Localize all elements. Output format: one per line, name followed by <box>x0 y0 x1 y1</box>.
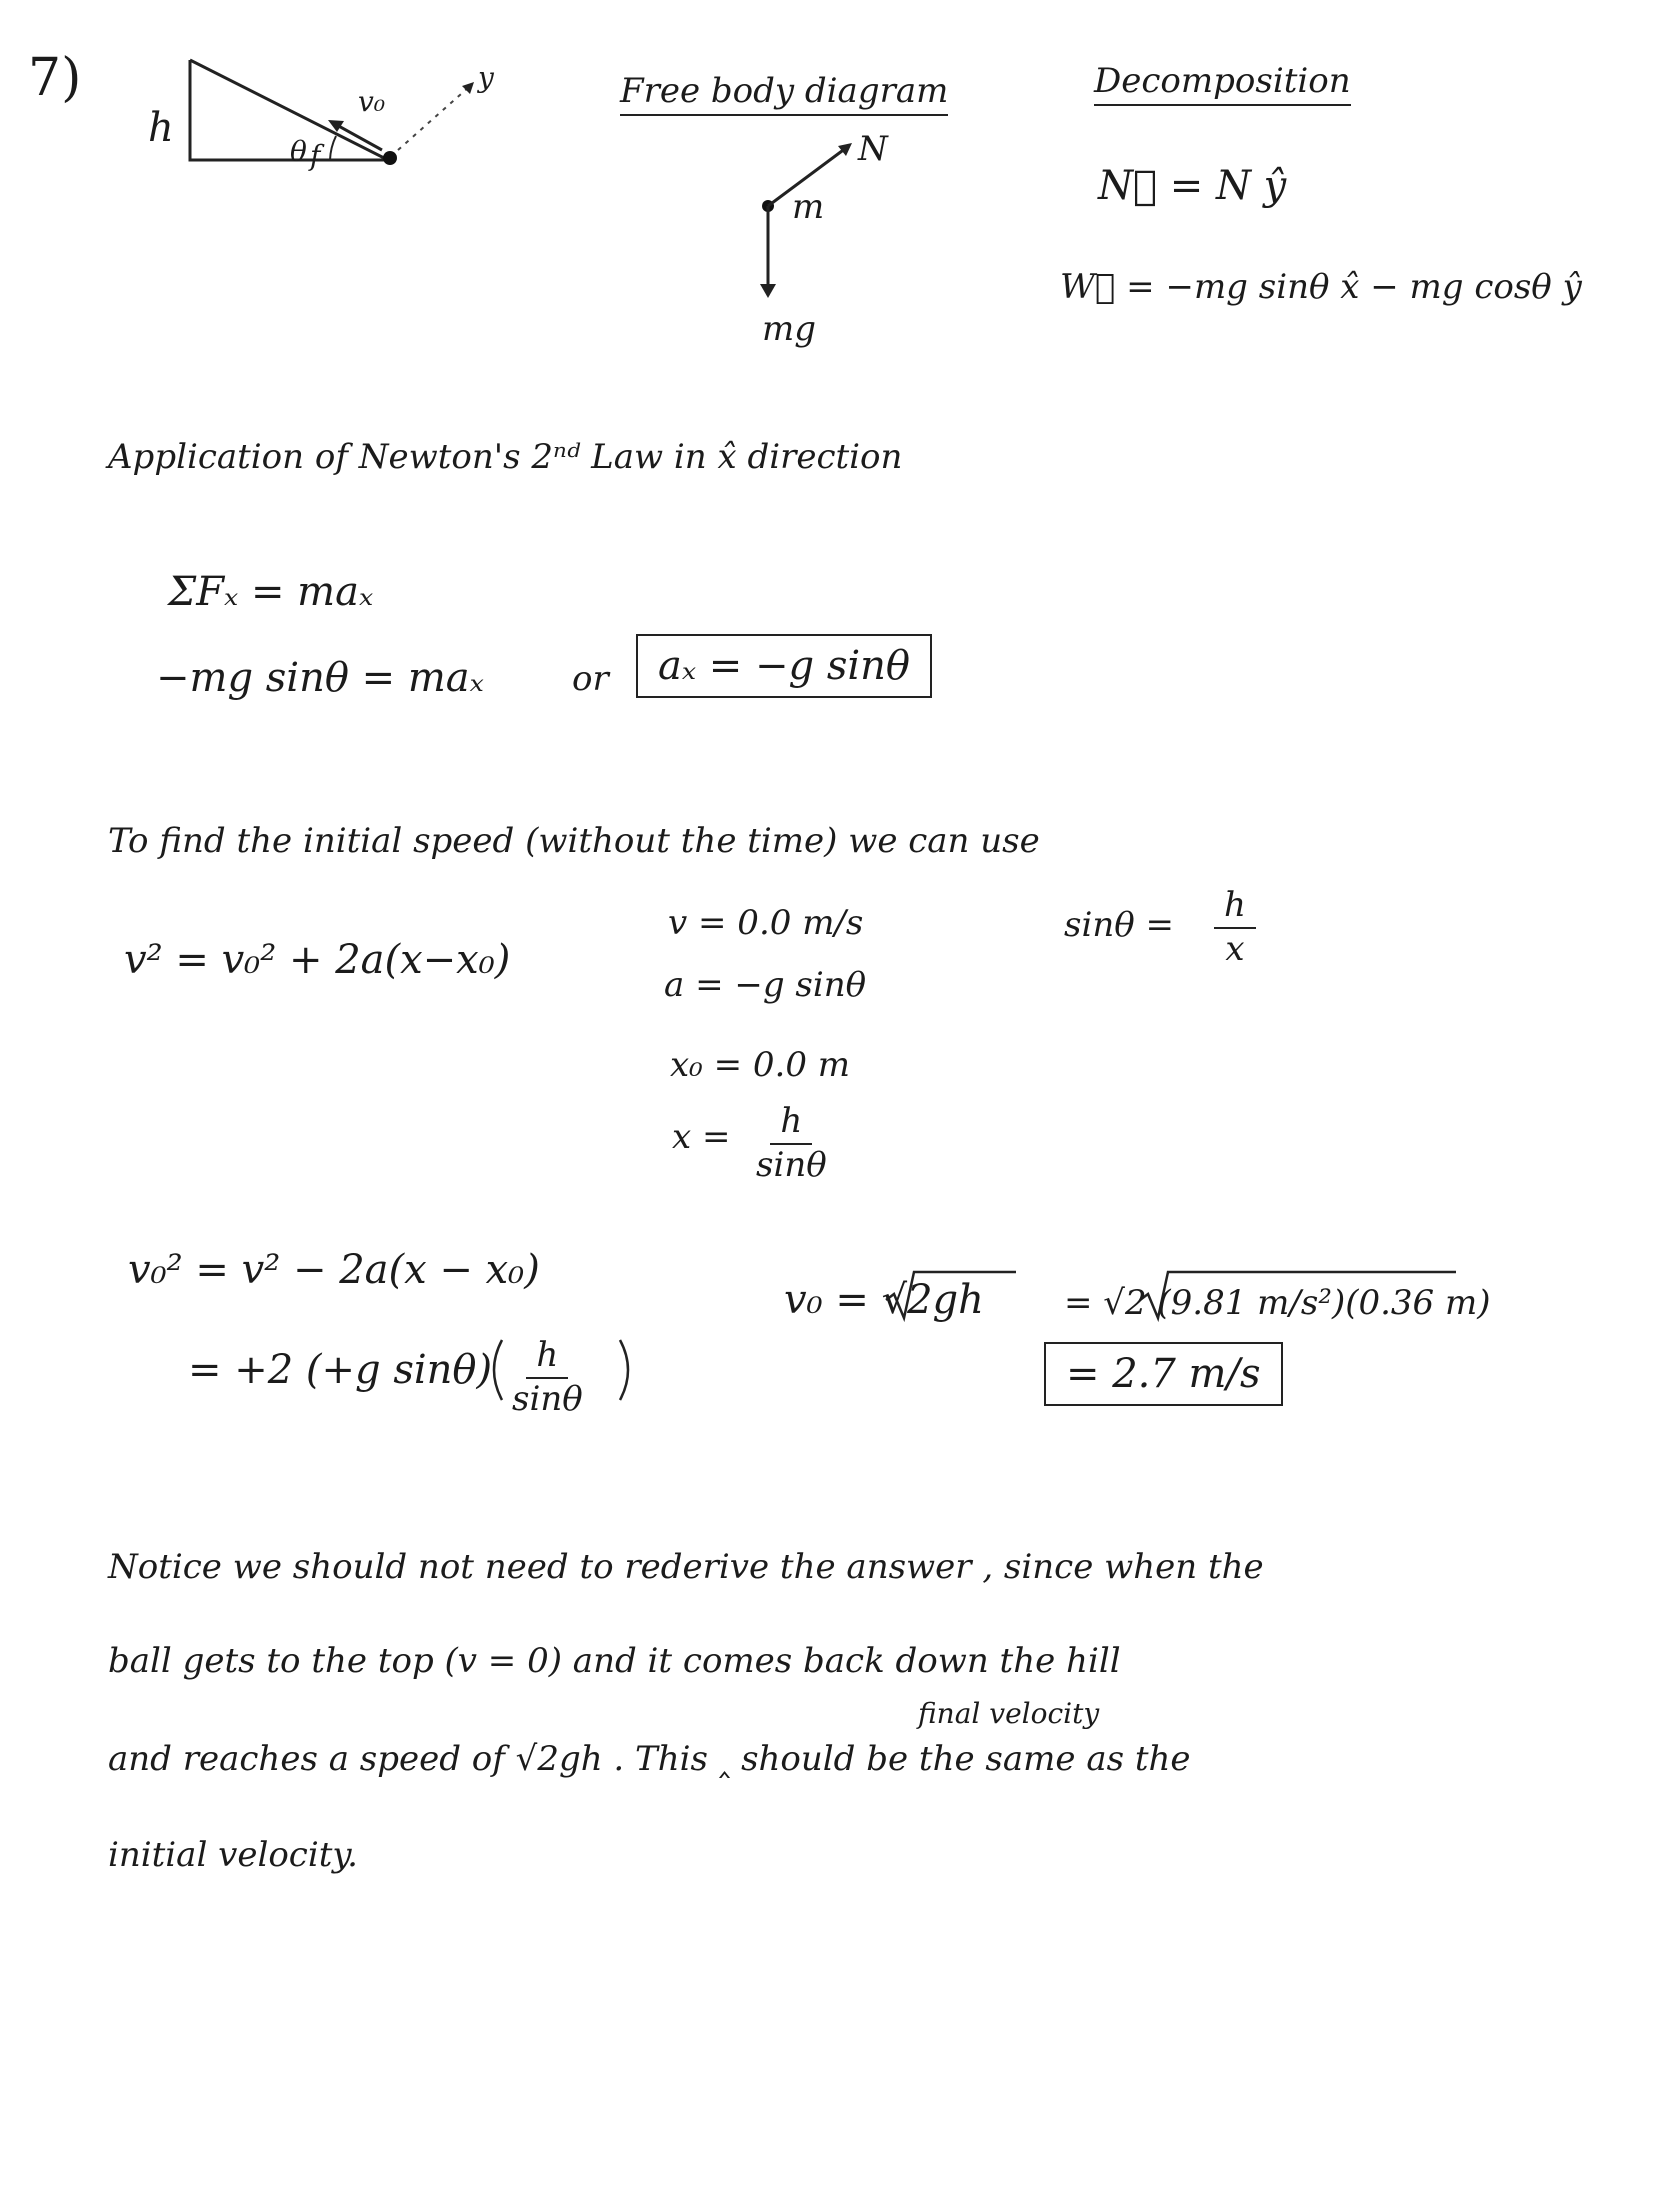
solution-line1: v₀² = v² − 2a(x − x₀) <box>128 1247 540 1293</box>
kinematic-equation: v² = v₀² + 2a(x−x₀) <box>124 937 511 983</box>
notice-line3: and reaches a speed of √2gh . This ‸ should be the same as the <box>108 1739 1191 1779</box>
final-answer-boxed: = 2.7 m/s <box>1044 1342 1283 1406</box>
solution-line2-numerator: h <box>526 1338 568 1379</box>
sin-relation-fraction <box>1214 885 1256 969</box>
free-body-title: Free body diagram <box>620 74 948 116</box>
given-x-fraction <box>756 1101 827 1185</box>
newton-expanded-eq: −mg sinθ = maₓ <box>156 655 484 701</box>
given-x-denominator: sinθ <box>756 1144 827 1185</box>
notice-line4: initial velocity. <box>108 1835 358 1875</box>
problem-number: 7) <box>28 48 82 108</box>
given-a: a = −g sinθ <box>664 965 867 1005</box>
speed-heading: To find the initial speed (without the time) we can use <box>108 821 1040 861</box>
sin-relation-denominator: x <box>1225 928 1245 969</box>
given-x-label: x = <box>672 1117 731 1157</box>
fbd-mass-label: m <box>792 187 825 227</box>
incline-velocity-label: v₀ <box>358 85 386 118</box>
newton-or: or <box>572 659 609 699</box>
sin-relation-label: sinθ = <box>1064 905 1174 945</box>
v0-formula: v₀ = √2gh <box>784 1277 984 1323</box>
given-v: v = 0.0 m/s <box>668 903 864 943</box>
notice-insert: final velocity <box>918 1697 1100 1730</box>
fbd-normal-label: N <box>858 129 888 169</box>
solution-line2-denominator: sinθ <box>512 1378 583 1419</box>
decomposition-title: Decomposition <box>1094 64 1351 106</box>
newton-heading: Application of Newton's 2ⁿᵈ Law in x̂ direction <box>108 437 903 477</box>
incline-angle-label: θ <box>290 135 307 168</box>
solution-line2-fraction <box>512 1335 583 1419</box>
decomposition-weight-eq: W⃗ = −mg sinθ x̂ − mg cosθ ŷ <box>1060 267 1582 307</box>
notice-line1: Notice we should not need to rederive the answer , since when the <box>108 1547 1264 1587</box>
solution-line2: = +2 (+g sinθ) <box>188 1347 493 1393</box>
notice-line2: ball gets to the top (v = 0) and it comes back down the hill <box>108 1641 1121 1681</box>
sin-relation-numerator: h <box>1214 888 1256 929</box>
incline-f-label: f <box>310 139 321 172</box>
given-x-numerator: h <box>770 1104 812 1145</box>
newton-result-boxed: aₓ = −g sinθ <box>636 634 932 698</box>
decomposition-normal-eq: N⃗ = N ŷ <box>1098 163 1287 209</box>
v0-substitution: = √2 (9.81 m/s²)(0.36 m) <box>1064 1283 1491 1323</box>
newton-sum-eq: ΣFₓ = maₓ <box>168 569 374 615</box>
given-x0: x₀ = 0.0 m <box>670 1045 851 1085</box>
incline-axis-label: y <box>478 61 494 94</box>
incline-height-label: h <box>148 105 174 151</box>
fbd-weight-label: mg <box>762 309 817 349</box>
